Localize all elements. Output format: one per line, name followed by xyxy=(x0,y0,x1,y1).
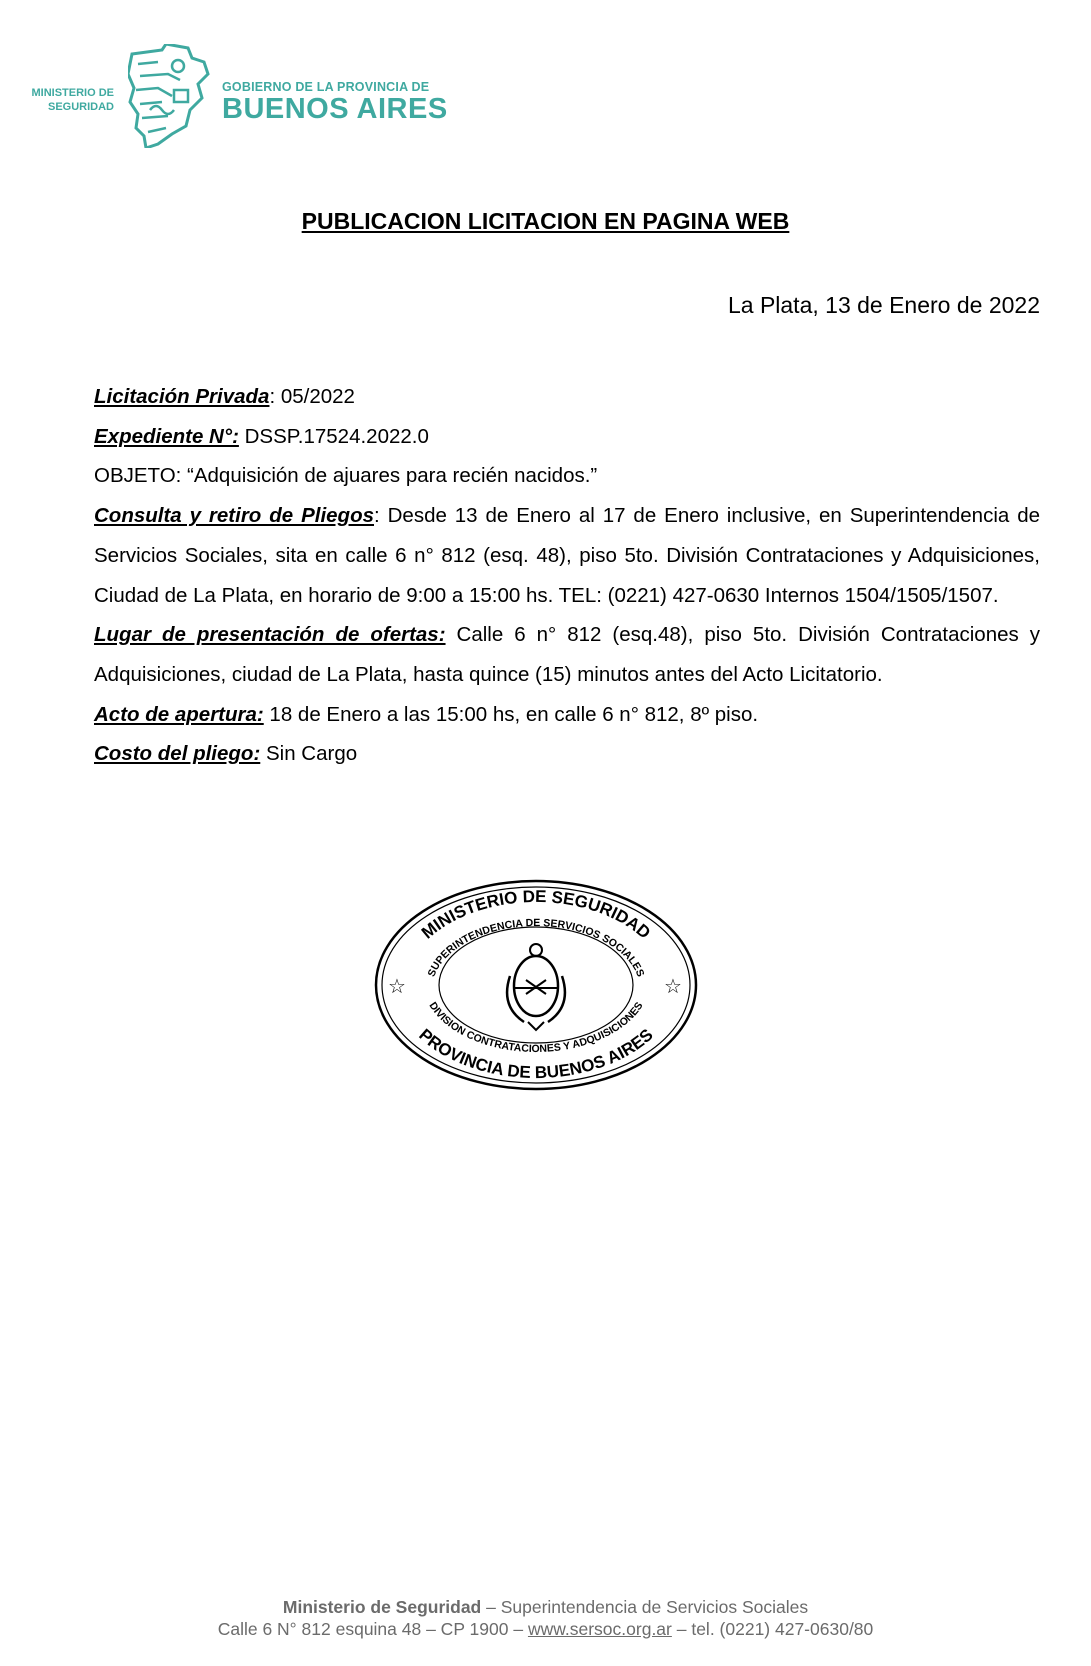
stamp-outer-bottom-text: PROVINCIA DE BUENOS AIRES xyxy=(415,1025,657,1083)
tender-details xyxy=(94,377,1040,774)
expediente-label: Expediente N°: xyxy=(94,424,239,448)
lugar-row xyxy=(94,615,1040,694)
coat-of-arms-icon xyxy=(507,944,565,1030)
footer-ministerio: Ministerio de Seguridad xyxy=(282,1597,482,1617)
objeto-row: OBJETO: “Adquisición de ajuares para recién nacidos.” xyxy=(94,464,598,488)
costo-row xyxy=(94,734,1040,774)
ministerio-line-1: MINISTERIO DE xyxy=(31,87,114,99)
footer-line-2 xyxy=(0,1618,1091,1640)
lugar-value: Calle 6 n° 812 (esq.48), piso 5to. División Contrataciones y Adquisiciones, ciudad de La Plata, hasta quince (15) minutos antes del Acto Licitatorio. xyxy=(94,623,1040,686)
consulta-value: : Desde 13 de Enero al 17 de Enero inclusive, en Superintendencia de Servicios Sociales, sita en calle 6 n° 812 (esq. 48), piso 5to. División Contrataciones y Adquisiciones, Ciudad de La Plata, en horario de 9:00 a 15:00 hs. TEL: (0221) 427-0630 Internos 1504/1505/1507. xyxy=(94,504,1040,607)
footer-website-link[interactable]: www.sersoc.org.ar xyxy=(527,1619,672,1639)
costo-value: Sin Cargo xyxy=(260,742,358,766)
stamp-outer-top-text: MINISTERIO DE SEGURIDAD xyxy=(417,886,655,943)
expediente-value: DSSP.17524.2022.0 xyxy=(238,424,429,448)
consulta-row xyxy=(94,496,1040,615)
date-line: La Plata, 13 de Enero de 2022 xyxy=(727,292,1040,318)
consulta-label: Consulta y retiro de Pliegos xyxy=(94,504,374,528)
expediente-row xyxy=(94,417,1040,457)
footer-address: Calle 6 N° 812 esquina 48 – CP 1900 – xyxy=(217,1619,528,1639)
stamp-inner-top-text: SUPERINTENDENCIA DE SERVICIOS SOCIALES xyxy=(425,916,647,979)
footer-line-1 xyxy=(0,1596,1091,1618)
acto-row xyxy=(94,695,1040,735)
buenos-aires-text: BUENOS AIRES xyxy=(222,93,448,125)
ministerio-label xyxy=(22,86,114,114)
stamp-star-right-icon: ☆ xyxy=(664,976,682,998)
footer-superintendencia: Superintendencia de Servicios Sociales xyxy=(500,1597,809,1617)
costo-label: Costo del pliego: xyxy=(94,742,261,766)
licitacion-label: Licitación Privada xyxy=(94,385,270,408)
gobierno-text: GOBIERNO DE LA PROVINCIA DE xyxy=(222,80,430,94)
acto-value: 18 de Enero a las 15:00 hs, en calle 6 n° 812, 8º piso. xyxy=(263,702,759,726)
government-brand xyxy=(222,80,448,124)
page-footer xyxy=(0,1596,1091,1640)
acto-label: Acto de apertura: xyxy=(94,702,264,726)
official-stamp xyxy=(374,878,698,1097)
stamp-inner-bottom-text: DIVISION CONTRATACIONES Y ADQUISICIONES xyxy=(426,1000,646,1056)
footer-separator: – xyxy=(481,1597,501,1617)
ministerio-line-2: SEGURIDAD xyxy=(47,101,114,113)
lugar-label: Lugar de presentación de ofertas: xyxy=(94,623,446,647)
licitacion-row xyxy=(94,377,1040,417)
licitacion-value: : 05/2022 xyxy=(269,385,355,408)
stamp-star-left-icon: ☆ xyxy=(388,976,406,998)
footer-phone: – tel. (0221) 427-0630/80 xyxy=(671,1619,874,1639)
province-map-logo xyxy=(128,44,210,153)
page-title: PUBLICACION LICITACION EN PAGINA WEB xyxy=(301,208,790,234)
